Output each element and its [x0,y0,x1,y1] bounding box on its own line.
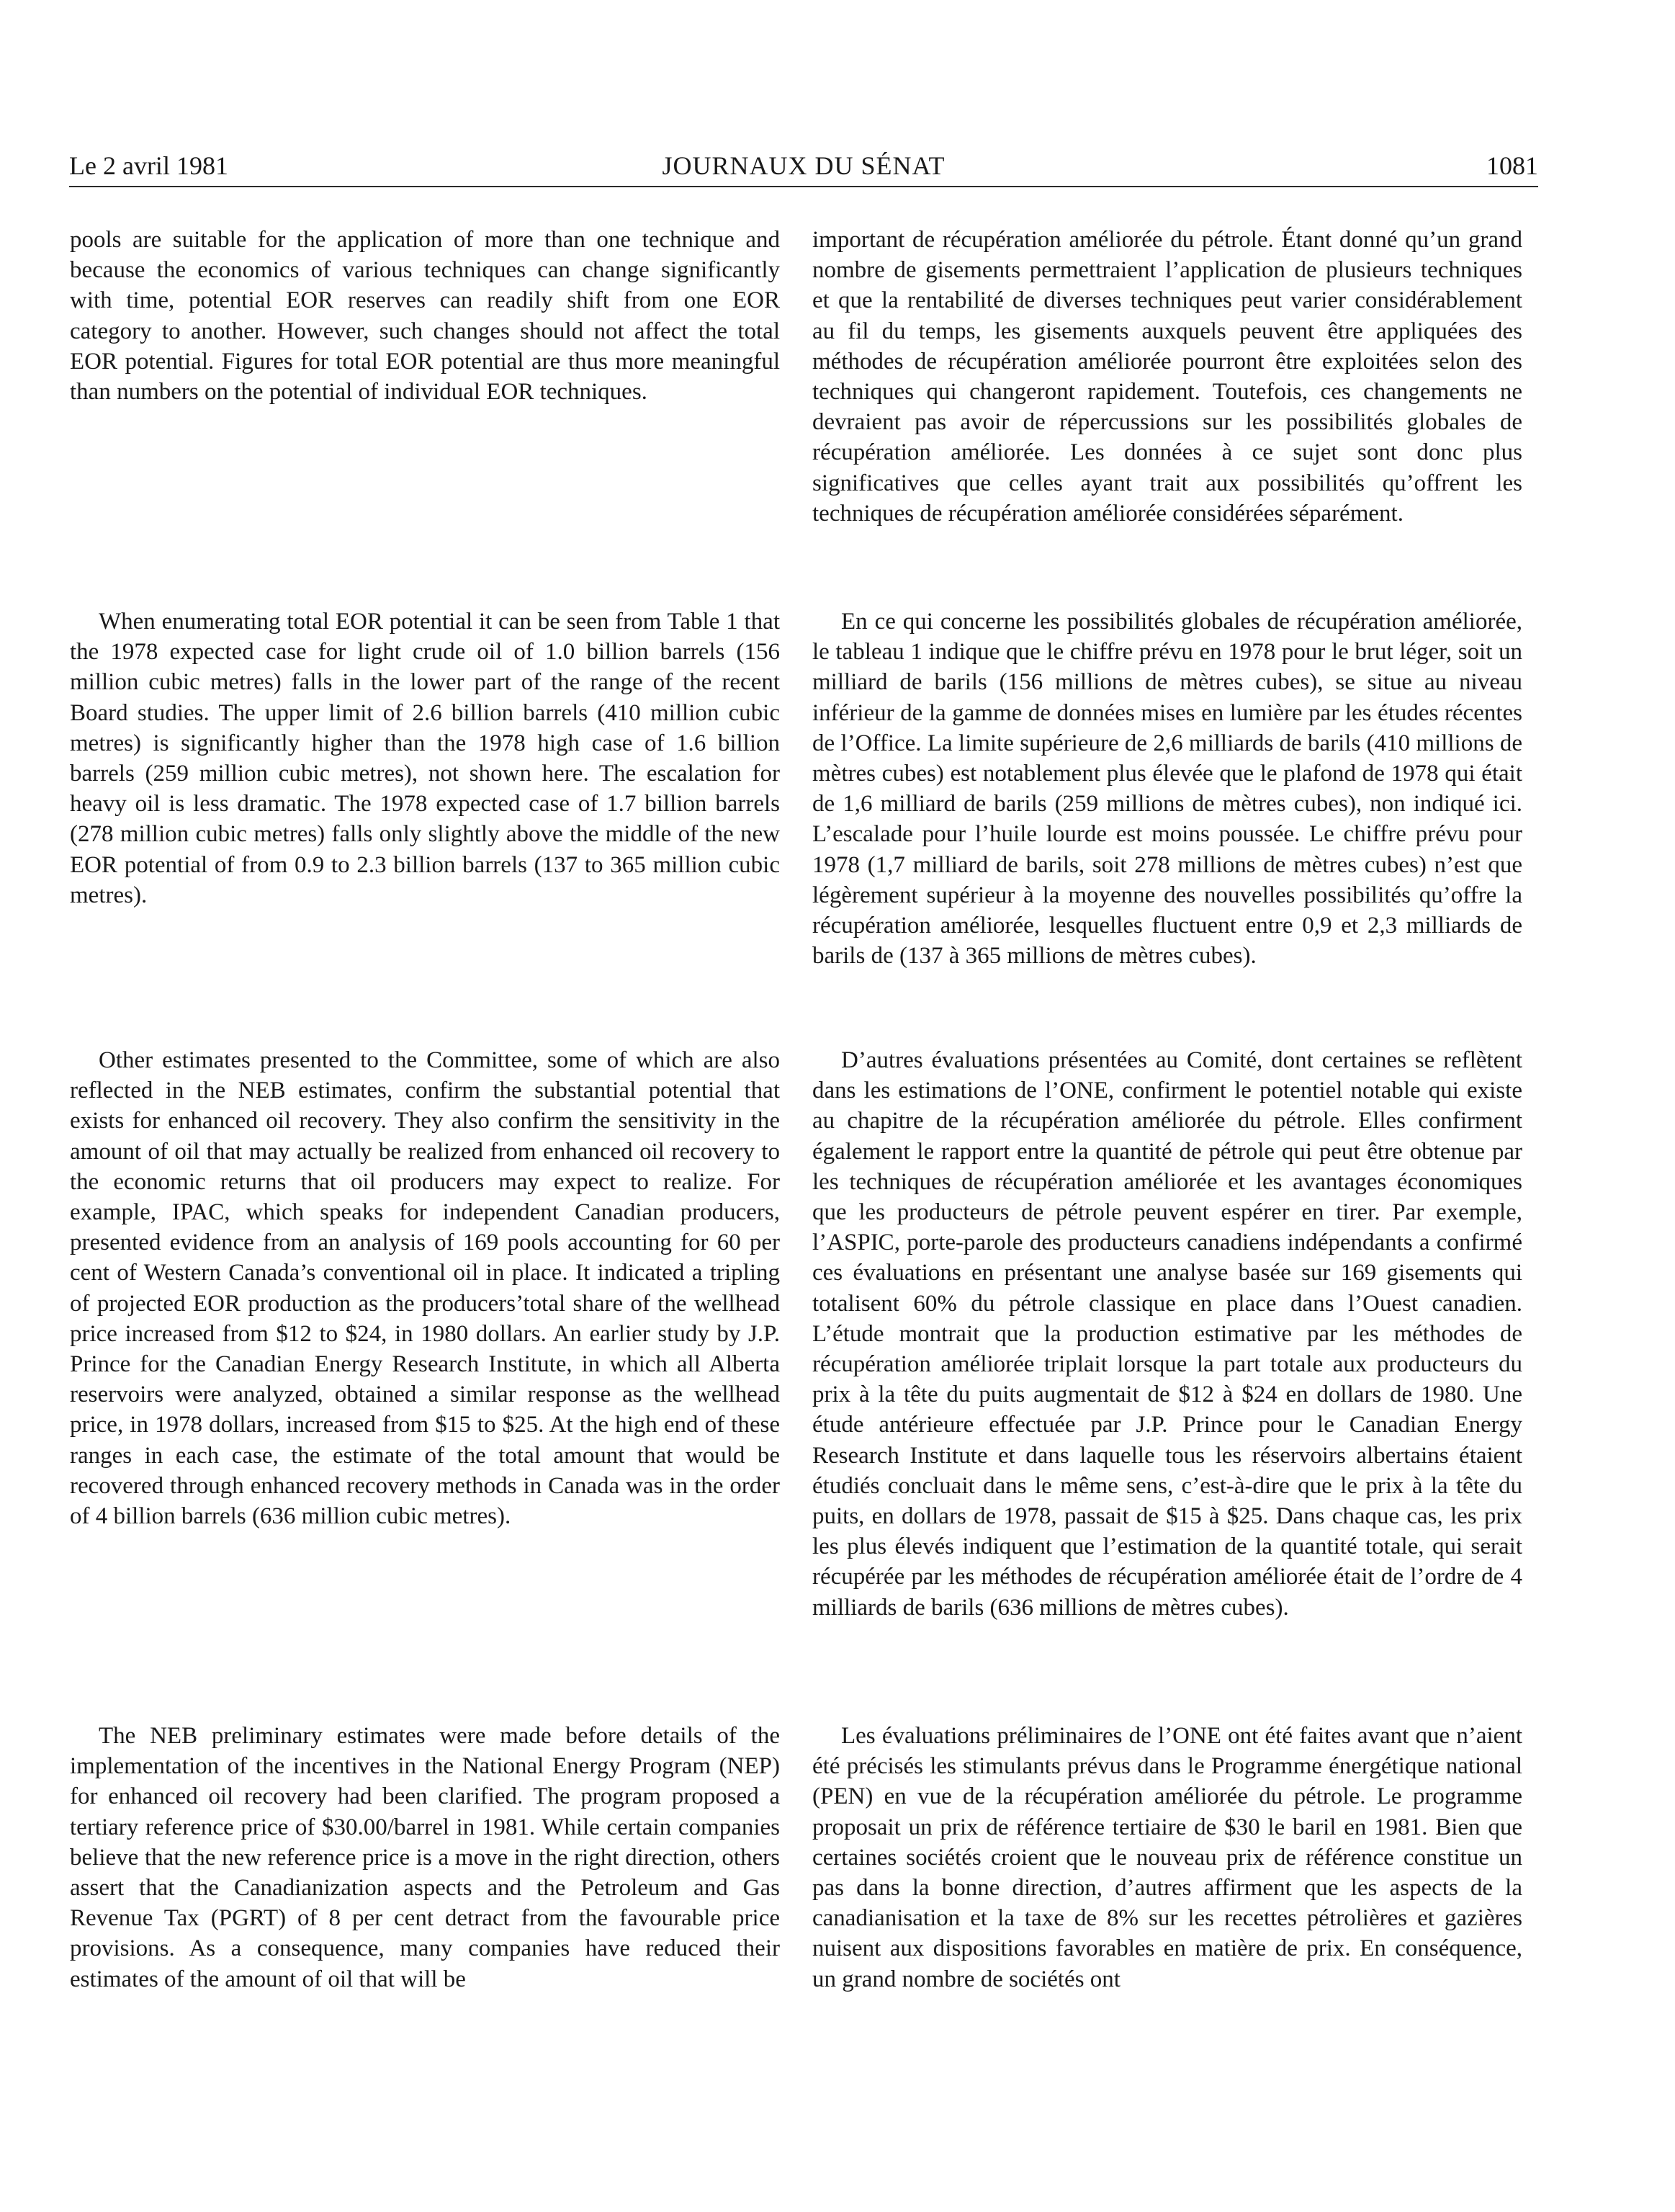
header-rule [69,186,1538,187]
english-paragraph-1 [70,225,780,407]
french-paragraph-2 [812,606,1522,971]
page-number: 1081 [1486,151,1538,180]
english-paragraph-2-text: When enumerating total EOR potential it can be seen from Table 1 that the 1978 expected case for light crude oil of 1.0 billion barrels (156 million cubic metres) falls in the lower part of the range of the recent Board studies. The upper limit of 2.6 billion barrels (410 million cubic metres) is significantly higher than the 1978 high case of 1.6 billion barrels (259 million cubic metres), not shown here. The escalation for heavy oil is less dramatic. The 1978 expected case of 1.7 billion barrels (278 million cubic metres) falls only slightly above the middle of the new EOR potential of from 0.9 to 2.3 billion barrels (137 to 365 million cubic metres). [70,609,780,908]
page-header [69,144,1538,187]
french-paragraph-4-text: Les évaluations préliminaires de l’ONE ont été faites avant que n’aient été précisés les stimulants prévus dans le Programme énergétique national (PEN) en vue de la récupération améliorée du pétrole. Le programme proposait un prix de référence tertiaire de $30 le baril en 1981. Bien que certaines sociétés croient que le nouveau prix de référence constitue un pas dans la bonne direction, d’autres affirment que les aspects de la canadianisation et la taxe de 8% sur les recettes pétrolières et gazières nuisent aux dispositions favorables en matière de prix. En conséquence, un grand nombre de sociétés ont [812,1723,1522,1992]
english-paragraph-4 [70,1721,780,1994]
english-paragraph-3 [70,1045,780,1531]
english-paragraph-1-text: pools are suitable for the application of more than one technique and because the economics of various techniques can change significantly with time, potential EOR reserves can readily shift from one EOR category to another. However, such changes should not affect the total EOR potential. Figures for total EOR potential are thus more meaningful than numbers on the potential of individual EOR techniques. [70,227,780,406]
english-paragraph-4-text: The NEB preliminary estimates were made before details of the implementation of the incentives in the National Energy Program (NEP) for enhanced oil recovery had been clarified. The program proposed a tertiary reference price of $30.00/barrel in 1981. While certain companies believe that the new reference price is a move in the right direction, others assert that the Canadianization aspects and the Petroleum and Gas Revenue Tax (PGRT) of 8 per cent detract from the favourable price provisions. As a consequence, many companies have reduced their estimates of the amount of oil that will be [70,1723,780,1992]
english-paragraph-3-text: Other estimates presented to the Committee, some of which are also reflected in the NEB estimates, confirm the substantial potential that exists for enhanced oil recovery. They also confirm the sensitivity in the amount of oil that may actually be realized from enhanced oil recovery to the economic returns that oil producers may expect to realize. For example, IPAC, which speaks for independent Canadian producers, presented evidence from an analysis of 169 pools accounting for 60 per cent of Western Canada’s conventional oil in place. It indicated a tripling of projected EOR production as the producers’total share of the wellhead price increased from $12 to $24, in 1980 dollars. An earlier study by J.P. Prince for the Canadian Energy Research Institute, in which all Alberta reservoirs were analyzed, obtained a similar response as the wellhead price, in 1978 dollars, increased from $15 to $25. At the high end of these ranges in each case, the estimate of the total amount that would be recovered through enhanced recovery methods in Canada was in the order of 4 billion barrels (636 million cubic metres). [70,1047,780,1530]
header-date: Le 2 avril 1981 [69,151,228,180]
french-paragraph-3-text: D’autres évaluations présentées au Comité, dont certaines se reflètent dans les estimations de l’ONE, confirment le potentiel notable qui existe au chapitre de la récupération améliorée du pétrole. Elles confirment également le rapport entre la quantité de pétrole qui peut être obtenue par les techniques de récupération améliorée et les avantages économiques que les producteurs de pétrole peuvent espérer en tirer. Par exemple, l’ASPIC, porte-parole des producteurs canadiens indépendants a confirmé ces évaluations en présentant une analyse basée sur 169 gisements qui totalisent 60% du pétrole classique en place dans l’Ouest canadien. L’étude montrait que la production estimative par les méthodes de récupération améliorée triplait lorsque la part totale aux producteurs du prix à la tête du puits augmentait de $12 à $24 en dollars de 1980. Une étude antérieure effectuée par J.P. Prince pour le Canadian Energy Research Institute et dans laquelle tous les réservoirs albertains étaient étudiés concluait dans le même sens, c’est-à-dire que le prix à la tête du puits, en dollars de 1978, passait de $15 à $25. Dans chaque cas, les prix les plus élevés indiquent que l’estimation de la quantité totale, qui serait récupérée par les méthodes de récupération améliorée était de l’ordre de 4 milliards de barils (636 millions de mètres cubes). [812,1047,1522,1621]
header-title: JOURNAUX DU SÉNAT [662,151,946,180]
french-paragraph-2-text: En ce qui concerne les possibilités globales de récupération améliorée, le tableau 1 indique que le chiffre prévu en 1978 pour le brut léger, soit un milliard de barils (156 millions de mètres cubes), se situe au niveau inférieur de la gamme de données mises en lumière par les études récentes de l’Office. La limite supérieure de 2,6 milliards de barils (410 millions de mètres cubes) est notablement plus élevée que le plafond de 1978 qui était de 1,6 milliard de barils (259 millions de mètres cubes), non indiqué ici. L’escalade pour l’huile lourde est moins poussée. Le chiffre prévu pour 1978 (1,7 milliard de barils, soit 278 millions de mètres cubes) n’est que légèrement supérieur à la moyenne des nouvelles possibilités qu’offre la récupération améliorée, lesquelles fluctuent entre 0,9 et 2,3 milliards de barils de (137 à 365 millions de mètres cubes). [812,609,1522,970]
french-paragraph-1 [812,225,1522,529]
french-paragraph-3 [812,1045,1522,1623]
english-paragraph-2 [70,606,780,910]
french-paragraph-1-text: important de récupération améliorée du pétrole. Étant donné qu’un grand nombre de gisements permettraient l’application de plusieurs techniques et que la rentabilité de diverses techniques peut varier considérablement au fil du temps, les gisements auxquels peuvent être appliquées des méthodes de récupération améliorée pourront être exploitées selon des techniques qui changeront rapidement. Toutefois, ces changements ne devraient pas avoir de répercussions sur les possibilités globales de récupération améliorée. Les données à ce sujet sont donc plus significatives que celles ayant trait aux possibilités qu’offrent les techniques de récupération améliorée considérées séparément. [812,227,1522,527]
french-paragraph-4 [812,1721,1522,1994]
